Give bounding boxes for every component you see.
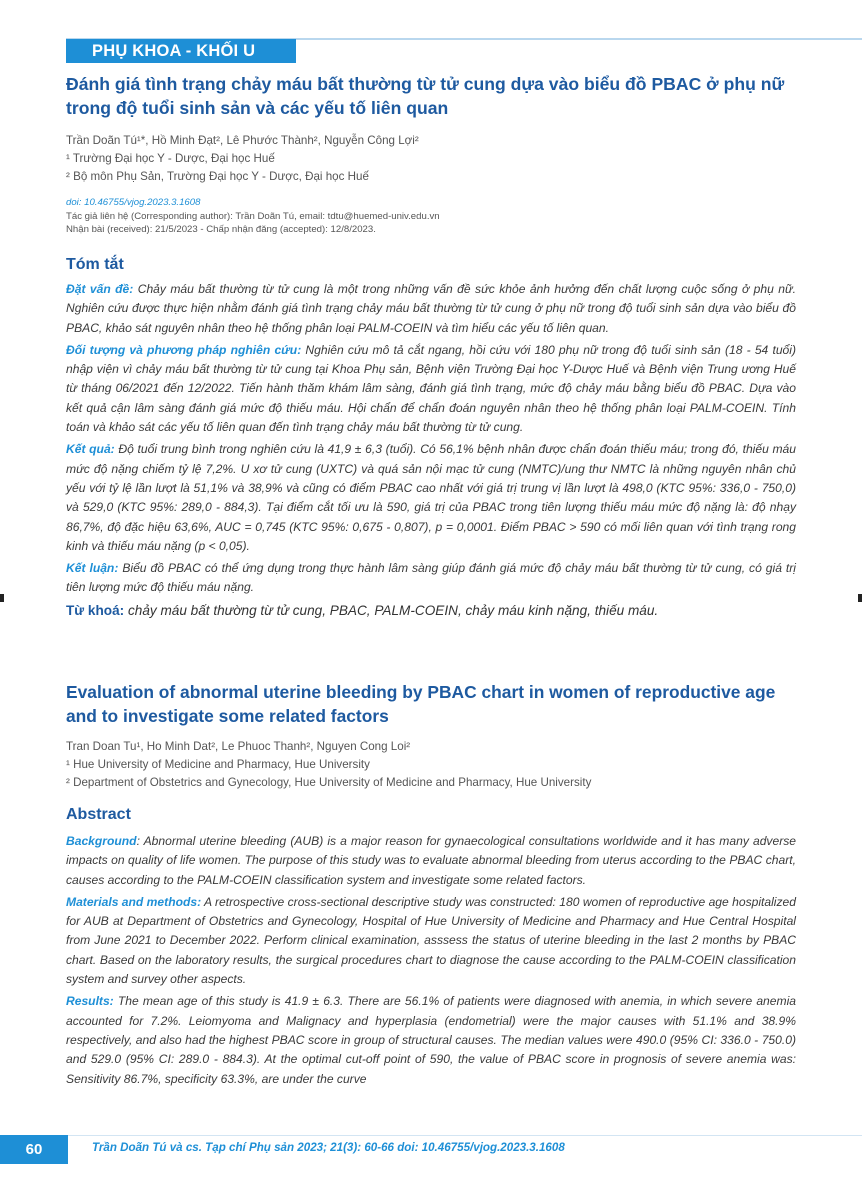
paragraph-label: Materials and methods: <box>66 894 202 909</box>
crop-mark-left <box>0 594 4 602</box>
paragraph-label: Background <box>66 834 137 848</box>
footer-rule <box>66 1135 862 1136</box>
paragraph-text: Chảy máu bất thường từ tử cung là một trong những vấn đề sức khỏe ảnh hưởng đến chất lượng cuộc sống ở phụ nữ. Nghiên cứu được thực hiện nhằm đánh giá tình trạng chảy máu bất thường từ tử cung ở phụ nữ trong độ tuổi sinh sản dựa vào biểu đồ PBAC, khảo sát nguyên nhân theo hệ thống phân loại PALM-COEIN và tìm hiểu các yếu tố liên quan. <box>66 282 797 335</box>
english-affiliation-1: ¹ Hue University of Medicine and Pharmacy, Hue University <box>66 758 370 771</box>
english-author-block <box>66 738 796 792</box>
keywords-text: chảy máu bất thường từ tử cung, PBAC, PALM-COEIN, chảy máu kinh nặng, thiếu máu. <box>124 602 659 618</box>
article-meta <box>66 196 796 237</box>
received-accepted-dates: Nhận bài (received): 21/5/2023 - Chấp nhận đăng (accepted): 12/8/2023. <box>66 224 376 235</box>
vietnamese-author-block <box>66 132 796 186</box>
paragraph-text: The mean age of this study is 41.9 ± 6.3. There are 56.1% of patients were diagnosed with anemia, in which severe anemia accounted for 7.2%. Leiomyoma and Malignacy and hyperplasia (endometrial) were the major causes with 51.1% and 38.9% respectively, and also had the highest PBAC score in group of structural causes. The median values were 490.0 (95% CI: 336.0 - 750.0) and 529.0 (95% CI: 289.0 - 884.3). At the optimal cut-off point of 590, the value of PBAC score in prognosis of severe anemia was: Sensitivity 86.7%, specificity 63.3%, are under the curve <box>66 994 796 1086</box>
paragraph-text: Biểu đồ PBAC có thể ứng dụng trong thực hành lâm sàng giúp đánh giá mức độ chảy máu bất thường từ tử cung, có giá trị tiên lượng mức độ thiếu máu nặng. <box>66 561 796 595</box>
abstract-paragraph-background-vi <box>66 280 796 338</box>
abstract-paragraph-methods <box>66 893 796 989</box>
keywords-line <box>66 601 796 621</box>
english-authors: Tran Doan Tu¹, Ho Minh Dat², Le Phuoc Thanh², Nguyen Cong Loi² <box>66 740 411 753</box>
vietnamese-title: Đánh giá tình trạng chảy máu bất thường từ tử cung dựa vào biểu đồ PBAC ở phụ nữ trong độ tuổi sinh sản và các yếu tố liên quan <box>66 74 785 118</box>
abstract-paragraph-results <box>66 992 796 1088</box>
abstract-paragraph-background <box>66 832 796 890</box>
keywords-label: Từ khoá: <box>66 602 125 618</box>
abstract-paragraph-methods-vi <box>66 341 796 437</box>
page-number: 60 <box>0 1135 68 1164</box>
corresponding-author: Tác giả liên hệ (Corresponding author): Trần Doãn Tú, email: tdtu@huemed-univ.edu.vn <box>66 210 440 222</box>
paragraph-label: Results: <box>66 994 114 1009</box>
crop-mark-right <box>858 594 862 602</box>
english-abstract <box>66 832 796 1092</box>
english-title: Evaluation of abnormal uterine bleeding by PBAC chart in women of reproductive age and to investigate some related factors <box>66 682 776 726</box>
paragraph-label: Kết luận: <box>66 561 119 576</box>
abstract-paragraph-results-vi <box>66 440 796 556</box>
vietnamese-abstract <box>66 280 796 621</box>
footer-citation: Trần Doãn Tú và cs. Tạp chí Phụ sản 2023; 21(3): 60-66 doi: 10.46755/vjog.2023.3.1608 <box>92 1141 565 1154</box>
summary-heading: Tóm tắt <box>66 256 124 273</box>
paragraph-text: Độ tuổi trung bình trong nghiên cứu là 41,9 ± 6,3 (tuổi). Có 56,1% bệnh nhân được chẩn đoán thiếu máu; trong đó, thiếu máu mức độ nặng chiếm tỷ lệ 7,2%. U xơ tử cung (UXTC) và quá sản nội mạc tử cung (NMTC)/ung thư NMTC là những nguyên nhân chủ yếu với tỷ lệ lần lượt là 51,1% và 38,9% và cũng có điểm PBAC cao nhất với giá trị trung vị lần lượt là 498,0 (KTC 95%: 336,0 - 750,0) và 529,0 (KTC 95%: 289,0 - 884,3). Tại điểm cắt tối ưu là 590, giá trị của PBAC trong tiên lượng thiếu máu mức độ nặng là: độ nhạy 86,7%, độ đặc hiệu 63,6%, AUC = 0,745 (KTC 95%: 0,675 - 0,807), p = 0,0001. Điểm PBAC > 590 có mối liên quan với tình trạng rong kinh và thiếu máu nặng (p < 0,05). <box>66 442 797 553</box>
vietnamese-authors: Trần Doãn Tú¹*, Hồ Minh Đạt², Lê Phước Thành², Nguyễn Công Lợi² <box>66 134 419 147</box>
vietnamese-affiliation-1: ¹ Trường Đại học Y - Dược, Đại học Huế <box>66 152 275 165</box>
english-affiliation-2: ² Department of Obstetrics and Gynecology, Hue University of Medicine and Pharmacy, Hue University <box>66 776 592 789</box>
paragraph-label: Đặt vấn đề: <box>66 282 134 296</box>
paragraph-label: Kết quả: <box>66 442 115 457</box>
paragraph-label: Đối tượng và phương pháp nghiên cứu: <box>66 342 302 357</box>
paragraph-text: : Abnormal uterine bleeding (AUB) is a major reason for gynaecological consultations worldwide and it has many adverse impacts on quality of life women. The purpose of this study was to evaluate abnormal bleeding from uterus according to the PBAC chart, causes according to the PALM-COEIN classification system and investigate some related factors. <box>66 834 796 887</box>
vietnamese-affiliation-2: ² Bộ môn Phụ Sản, Trường Đại học Y - Dược, Đại học Huế <box>66 170 369 183</box>
abstract-heading: Abstract <box>66 806 131 823</box>
paragraph-text: A retrospective cross-sectional descriptive study was constructed: 180 women of reproductive age hospitalized for AUB at Department of Obstetrics and Gynecology, Hospital of Hue University of Medicine and Pharmacy and Hue Central Hospital from June 2021 to December 2022. Perform clinical examination, asssess the status of uterine bleeding in the last 2 months by PBAC chart. Based on the laboratory results, the surgical procedures chart to diagnose the cause according to the PALM-COEIN classification system and survey other aspects. <box>66 894 796 987</box>
abstract-paragraph-conclusion-vi <box>66 559 796 598</box>
doi-link[interactable]: doi: 10.46755/vjog.2023.3.1608 <box>66 197 201 208</box>
paragraph-text: Nghiên cứu mô tả cắt ngang, hồi cứu với 180 phụ nữ trong độ tuổi sinh sản (18 - 54 tuổi) nhập viện vì chảy máu bất thường từ tử cung tại Khoa Phụ sản, Bệnh viện Trường Đại học Y-Dược Huế và Bệnh viện Trung ương Huế từ tháng 06/2021 đến 12/2022. Tiến hành thăm khám lâm sàng, đánh giá tình trạng, mức độ chảy máu bằng biểu đồ PBAC. Dựa vào kết quả cận lâm sàng đánh giá mức độ thiếu máu. Hội chẩn để chẩn đoán nguyên nhân theo hệ thống phân loại PALM-COEIN. Tính toán và khảo sát các yếu tố liên quan đến tình trạng chảy máu bất thường từ tử cung. <box>66 342 796 435</box>
section-tag: PHỤ KHOA - KHỐI U <box>66 39 296 63</box>
